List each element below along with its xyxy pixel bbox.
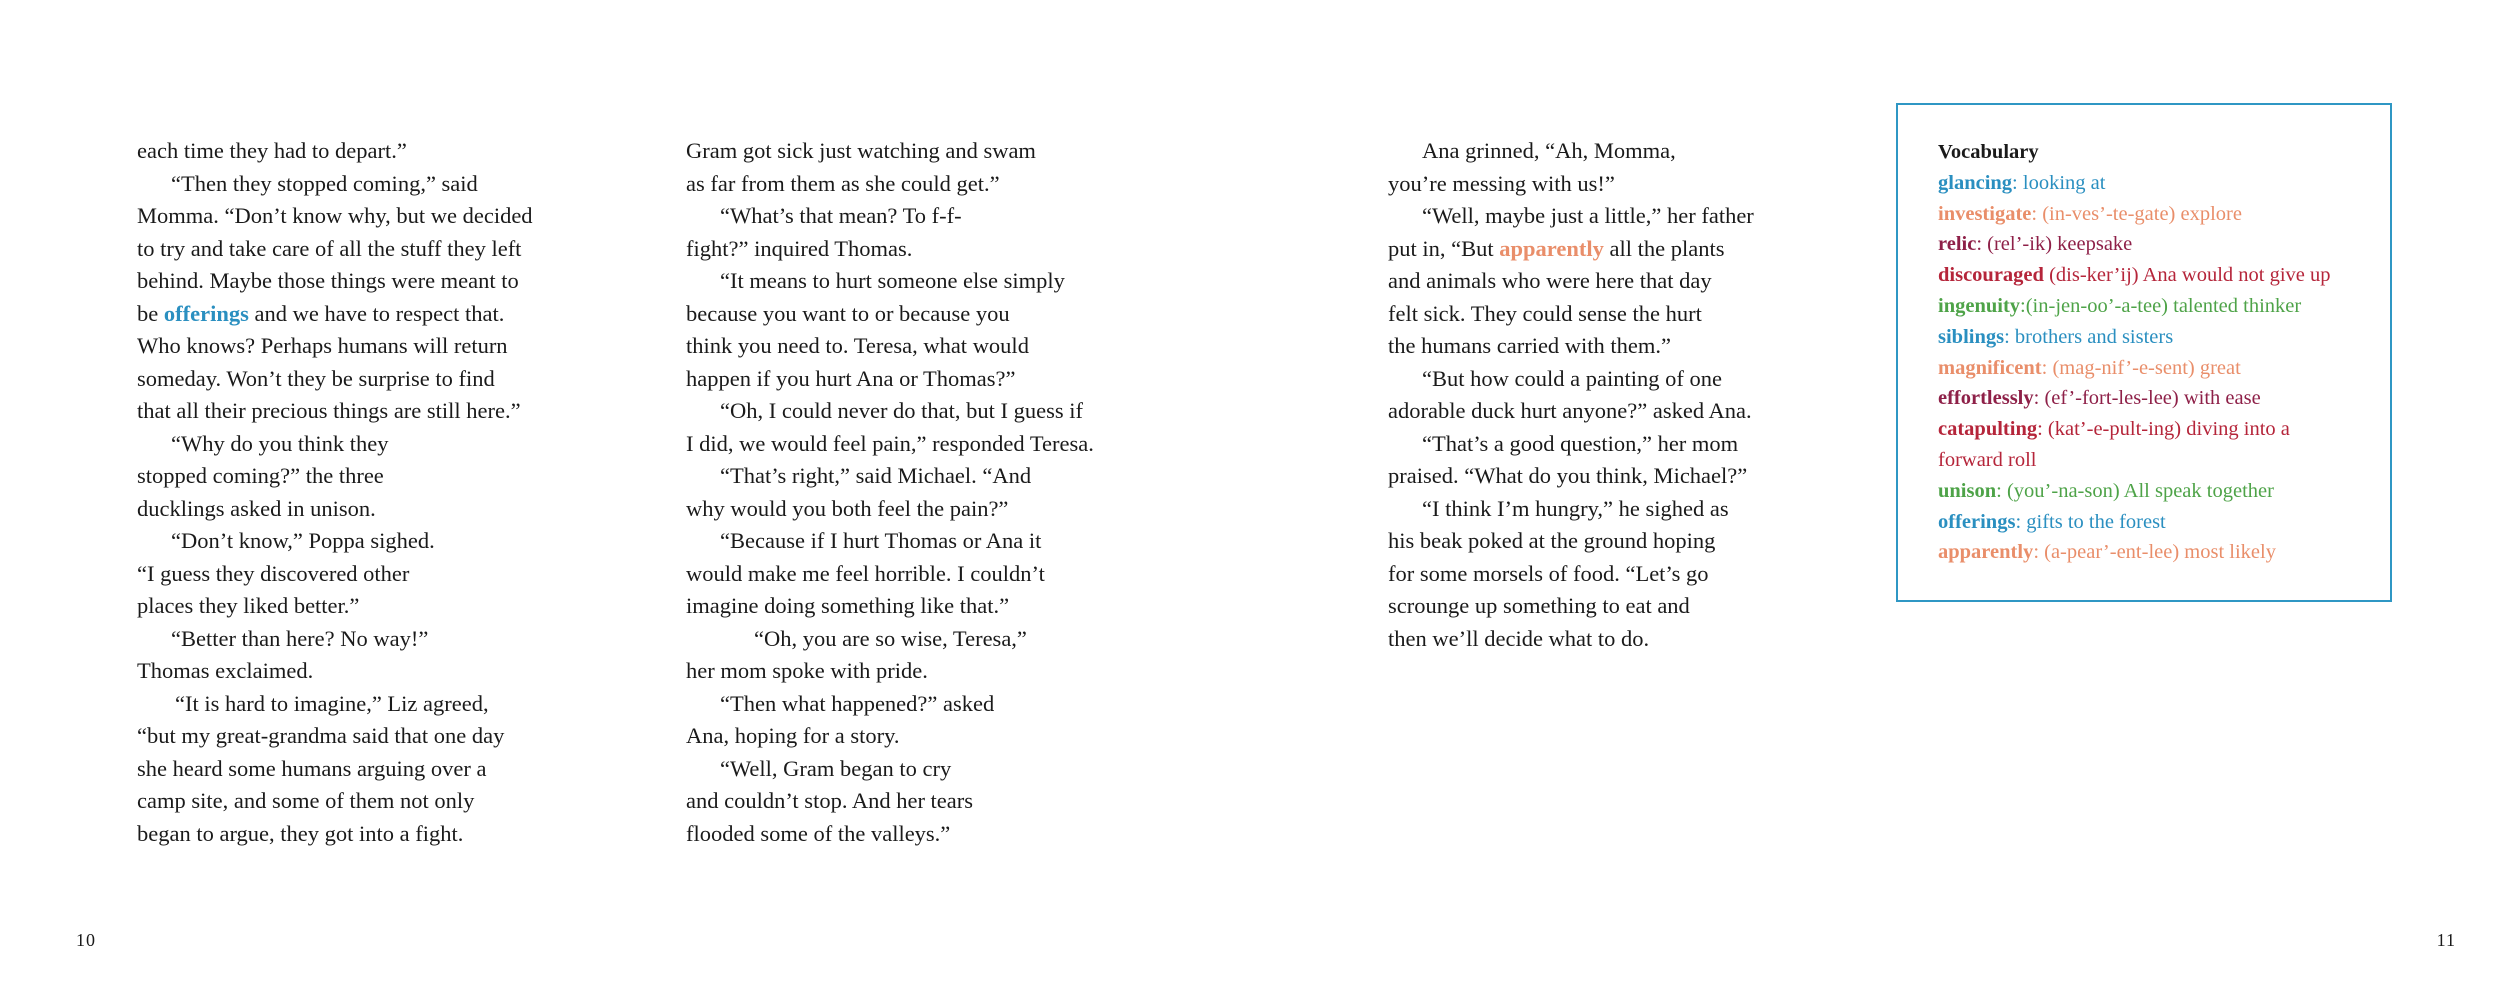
vocab-definition: : looking at (2012, 171, 2106, 194)
vocabulary-box (1896, 103, 2392, 602)
text-line: “It is hard to imagine,” Liz agreed, (175, 690, 489, 716)
text-line: “Why do you think they (171, 430, 389, 456)
vocab-entry-unison (1938, 476, 2390, 507)
vocab-term: magnificent (1938, 356, 2042, 379)
vocab-entry-relic (1938, 229, 2390, 260)
vocab-term: siblings (1938, 325, 2005, 348)
vocab-term: apparently (1938, 541, 2034, 564)
text-line: his beak poked at the ground hoping (1388, 528, 1716, 553)
text-line: someday. Won’t they be surprise to find (137, 365, 495, 391)
story-column-1 (137, 135, 577, 850)
vocab-entry-catapulting (1938, 414, 2390, 445)
text-line: I did, we would feel pain,” responded Teresa. (686, 430, 1094, 456)
story-column-2 (686, 135, 1156, 850)
text-line: imagine doing something like that.” (686, 593, 1010, 618)
vocab-term: catapulting (1938, 418, 2038, 441)
text-line: “Don’t know,” Poppa sighed. (171, 528, 435, 553)
text-line: “What’s that mean? To f-f- (720, 203, 962, 228)
text-line: “But how could a painting of one (1422, 365, 1722, 391)
vocab-entry-continuation: forward roll (1938, 448, 2037, 471)
text-line: began to argue, they got into a fight. (137, 820, 464, 846)
vocab-definition: : brothers and sisters (2004, 325, 2174, 348)
text-line: praised. “What do you think, Michael?” (1388, 463, 1748, 488)
vocab-term: discouraged (1938, 264, 2044, 287)
text-line: her mom spoke with pride. (686, 658, 928, 683)
text-line: “Well, maybe just a little,” her father (1422, 203, 1754, 228)
vocab-entry-magnificent (1938, 353, 2390, 384)
text-line: “Because if I hurt Thomas or Ana it (720, 528, 1042, 553)
text-line: camp site, and some of them not only (137, 788, 475, 813)
vocab-definition: (dis-ker’ij) Ana would not give up (2043, 264, 2331, 287)
story-column-3 (1388, 135, 1828, 655)
text-line: put in, “But apparently all the plants (1388, 235, 1725, 261)
vocab-term: glancing (1938, 171, 2013, 194)
vocab-entry-ingenuity (1938, 291, 2390, 322)
vocab-term: relic (1938, 233, 1977, 256)
vocab-highlight-offerings: offerings (163, 300, 249, 326)
text-line: Thomas exclaimed. (137, 658, 314, 683)
text-line: Who knows? Perhaps humans will return (137, 333, 508, 358)
text-line: to try and take care of all the stuff they left (137, 235, 522, 261)
vocab-term: offerings (1938, 510, 2016, 533)
text-line: felt sick. They could sense the hurt (1388, 300, 1702, 326)
vocab-definition: : (rel’-ik) keepsake (1976, 233, 2133, 256)
text-line: because you want to or because you (686, 300, 1010, 326)
vocabulary-list (1938, 168, 2390, 568)
vocab-definition: : (ef’-fort-les-lee) with ease (2033, 387, 2261, 410)
vocab-term: investigate (1938, 202, 2032, 225)
text-line: the humans carried with them.” (1388, 333, 1672, 358)
text-line: “I guess they discovered other (137, 560, 410, 586)
text-line: each time they had to depart.” (137, 138, 407, 163)
vocab-definition: : gifts to the forest (2015, 510, 2166, 533)
text-line: “It means to hurt someone else simply (720, 268, 1065, 293)
vocab-entry-effortlessly (1938, 383, 2390, 414)
text-line: fight?” inquired Thomas. (686, 235, 913, 261)
vocab-definition: : (you’-na-son) All speak together (1996, 479, 2274, 502)
text-line: “Then what happened?” asked (720, 690, 995, 716)
text-line: and couldn’t stop. And her tears (686, 788, 974, 813)
text-line: would make me feel horrible. I couldn’t (686, 560, 1045, 586)
page-number-right: 11 (2436, 930, 2456, 950)
text-line: “but my great-grandma said that one day (137, 723, 505, 748)
text-line: “That’s a good question,” her mom (1422, 430, 1739, 456)
vocab-definition: :(in-jen-oo’-a-tee) talented thinker (2020, 294, 2302, 317)
text-line: places they liked better.” (137, 593, 360, 618)
text-line: flooded some of the valleys.” (686, 820, 951, 846)
vocab-entry-offerings (1938, 507, 2390, 538)
text-line: “Then they stopped coming,” said (171, 170, 478, 196)
text-line: Gram got sick just watching and swam (686, 138, 1036, 163)
vocab-definition: : (mag-nif’-e-sent) great (2041, 356, 2241, 379)
text-line: “Oh, I could never do that, but I guess if (720, 398, 1084, 423)
text-line: “I think I’m hungry,” he sighed as (1422, 495, 1729, 521)
vocab-term: effortlessly (1938, 387, 2034, 410)
text-line: stopped coming?” the three (137, 463, 384, 488)
text-line: adorable duck hurt anyone?” asked Ana. (1388, 398, 1752, 423)
vocab-entry-apparently (1938, 537, 2390, 568)
vocab-term: ingenuity (1938, 294, 2021, 317)
text-line: she heard some humans arguing over a (137, 755, 487, 781)
text-line: Ana grinned, “Ah, Momma, (1422, 138, 1676, 163)
text-line: “Well, Gram began to cry (720, 755, 952, 781)
text-line: be offerings and we have to respect that. (137, 300, 505, 326)
text-line: you’re messing with us!” (1388, 170, 1615, 196)
vocab-entry-investigate (1938, 199, 2390, 230)
vocab-definition: : (in-ves’-te-gate) explore (2031, 202, 2242, 225)
text-line: then we’ll decide what to do. (1388, 625, 1650, 651)
text-line: ducklings asked in unison. (137, 495, 376, 521)
text-line: Momma. “Don’t know why, but we decided (137, 203, 533, 228)
vocabulary-title: Vocabulary (1938, 141, 2039, 163)
text-line: behind. Maybe those things were meant to (137, 268, 519, 293)
vocab-term: unison (1938, 479, 1997, 502)
vocab-entry-discouraged (1938, 260, 2390, 291)
text-line: “That’s right,” said Michael. “And (720, 463, 1032, 488)
text-line: Ana, hoping for a story. (686, 723, 900, 748)
text-line: scrounge up something to eat and (1388, 593, 1690, 618)
text-line: “Oh, you are so wise, Teresa,” (754, 625, 1027, 651)
vocab-entry-siblings (1938, 322, 2390, 353)
text-line: and animals who were here that day (1388, 268, 1712, 293)
text-line: happen if you hurt Ana or Thomas?” (686, 365, 1016, 391)
text-line: “Better than here? No way!” (171, 625, 429, 651)
vocab-definition: : (kat’-e-pult-ing) diving into a (2037, 418, 2290, 441)
vocab-definition: : (a-pear’-ent-lee) most likely (2033, 541, 2276, 564)
text-line: that all their precious things are still here.” (137, 398, 521, 423)
text-line: for some morsels of food. “Let’s go (1388, 560, 1709, 586)
text-line: think you need to. Teresa, what would (686, 333, 1029, 358)
vocab-entry-glancing (1938, 168, 2390, 199)
page-number-left: 10 (76, 930, 96, 950)
text-line: why would you both feel the pain?” (686, 495, 1009, 521)
vocab-highlight-apparently: apparently (1499, 235, 1604, 261)
text-line: as far from them as she could get.” (686, 170, 1000, 196)
